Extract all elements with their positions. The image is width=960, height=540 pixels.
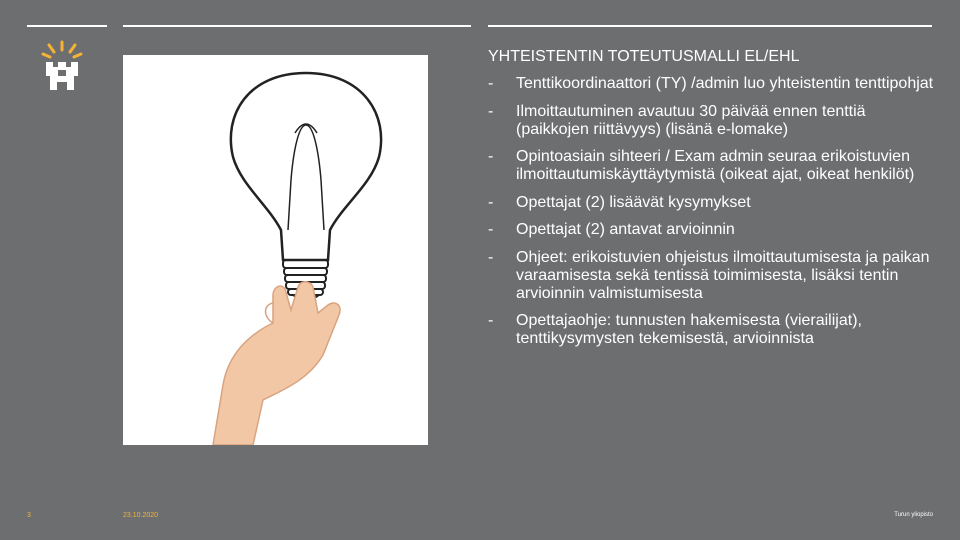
bullet-marker: - <box>488 248 494 266</box>
lightbulb-hand-image <box>123 55 428 445</box>
content-area <box>488 47 938 358</box>
bullet-marker: - <box>488 221 494 238</box>
list-item-text: Opettajaohje: tunnusten hakemisesta (vierailijat), tenttikysymysten tekemisestä, arvioinnista <box>516 312 862 347</box>
university-logo-icon <box>40 40 84 94</box>
list-item <box>488 312 938 348</box>
list-item <box>488 75 938 93</box>
bullet-marker: - <box>488 312 494 329</box>
list-item-text: Opettajat (2) lisäävät kysymykset <box>516 193 751 211</box>
list-item-text: Ohjeet: erikoistuvien ohjeistus ilmoittautumisesta ja paikan varaamisesta sekä tentissä toimimisesta, lisäksi tentin arvioinnin valmistumisesta <box>516 248 930 302</box>
top-rule-left <box>27 25 107 27</box>
top-rule-middle <box>123 25 471 27</box>
bullet-marker: - <box>488 148 494 165</box>
list-item <box>488 148 938 184</box>
list-item-text: Opintoasiain sihteeri / Exam admin seuraa erikoistuvien ilmoittautumiskäyttäytymistä (oikeat ajat, oikeat henkilöt) <box>516 148 915 183</box>
list-item <box>488 103 938 139</box>
bullet-marker: - <box>488 193 494 211</box>
list-item <box>488 249 938 303</box>
list-item-text: Ilmoittautuminen avautuu 30 päivää ennen tenttiä (paikkojen riittävyys) (lisänä e-lomake) <box>516 102 866 138</box>
slide-title: YHTEISTENTIN TOTEUTUSMALLI EL/EHL <box>488 48 800 65</box>
footer-organization: Turun yliopisto <box>894 512 933 518</box>
list-item <box>488 221 938 239</box>
bullet-list <box>488 75 938 348</box>
bullet-marker: - <box>488 75 494 92</box>
top-rule-right <box>488 25 932 27</box>
list-item-text: Tenttikoordinaattori (TY) /admin luo yhteistentin tenttipohjat <box>516 75 934 92</box>
page-number: 3 <box>27 512 31 519</box>
list-item <box>488 194 938 212</box>
bullet-marker: - <box>488 102 494 120</box>
list-item-text: Opettajat (2) antavat arvioinnin <box>516 221 735 238</box>
footer-date: 23.10.2020 <box>123 512 159 519</box>
